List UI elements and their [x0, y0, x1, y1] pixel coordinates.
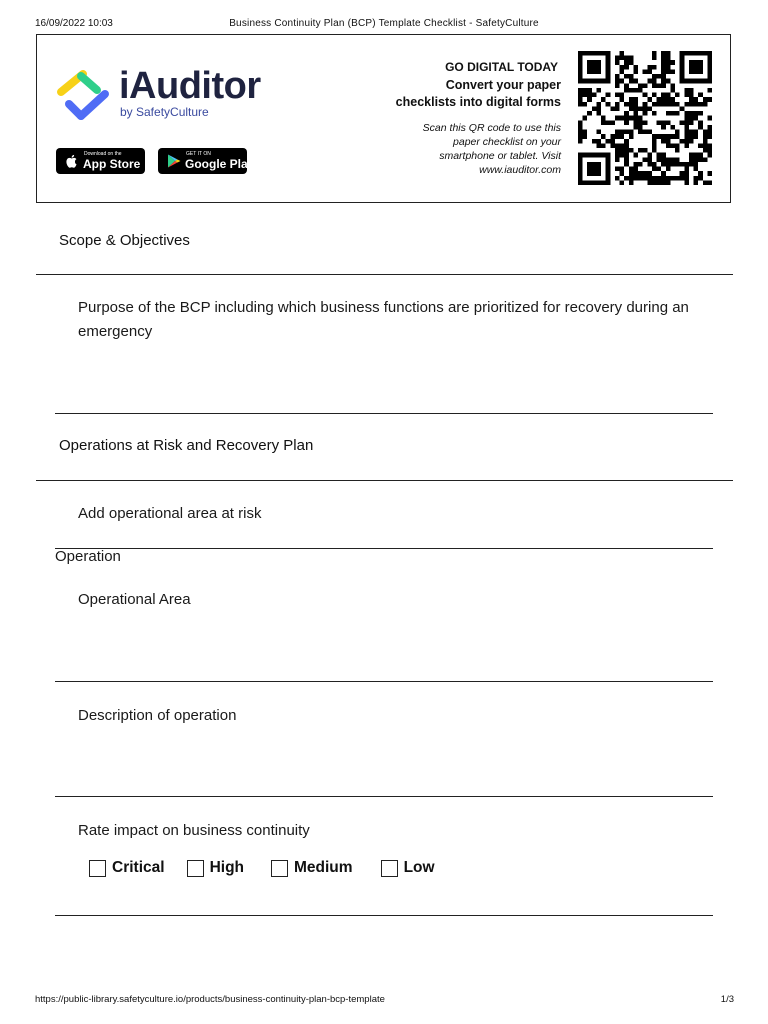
operation-group-label: Operation: [55, 548, 121, 565]
google-play-button[interactable]: [158, 148, 255, 174]
scan-line: Scan this QR code to use this: [422, 122, 561, 134]
checkbox[interactable]: [187, 860, 204, 877]
checkbox[interactable]: [89, 860, 106, 877]
qr-code-icon: [576, 51, 714, 185]
option-low[interactable]: [381, 859, 435, 877]
checklist-item-bcp-purpose: Purpose of the BCP including which business functions are prioritized for recovery during an emergency: [78, 299, 689, 340]
add-operational-area-item: Add operational area at risk: [78, 505, 262, 522]
description-of-operation-field: Description of operation: [78, 707, 237, 724]
operational-area-field: Operational Area: [78, 591, 191, 608]
app-store-small-text: Download on the: [84, 151, 122, 157]
scan-line: smartphone or tablet. Visit: [439, 150, 561, 162]
checkbox[interactable]: [271, 860, 288, 877]
scan-line: paper checklist on your: [453, 136, 561, 148]
app-store-label: App Store: [83, 157, 141, 171]
google-play-label: Google Play: [185, 157, 255, 171]
option-label: High: [209, 859, 244, 876]
iauditor-logo-icon: [55, 68, 111, 124]
item-divider: [55, 413, 713, 414]
print-document-title: Business Continuity Plan (BCP) Template Checklist - SafetyCulture: [229, 18, 539, 29]
item-divider: [55, 915, 713, 916]
footer-source-url: https://public-library.safetyculture.io/products/business-continuity-plan-bcp-template: [35, 994, 385, 1005]
option-critical[interactable]: [89, 859, 165, 877]
google-play-small-text: GET IT ON: [186, 151, 211, 157]
convert-subhead-line: checklists into digital forms: [395, 95, 561, 109]
footer-page-number: 1/3: [720, 994, 734, 1005]
logo-byline: by SafetyCulture: [120, 105, 209, 119]
section-divider: [36, 480, 733, 481]
google-play-icon: [166, 153, 182, 169]
section-title-operations: Operations at Risk and Recovery Plan: [59, 437, 314, 454]
option-medium[interactable]: [271, 859, 353, 877]
option-high[interactable]: [187, 859, 244, 877]
apple-icon: [64, 153, 80, 169]
section-title-scope: Scope & Objectives: [59, 232, 190, 249]
impact-rating-options: [89, 859, 457, 877]
logo-wordmark: iAuditor: [119, 65, 261, 107]
print-datetime: 16/09/2022 10:03: [35, 18, 113, 29]
option-label: Medium: [294, 859, 353, 876]
rate-impact-question: Rate impact on business continuity: [78, 822, 310, 839]
item-divider: [55, 548, 713, 549]
convert-subhead-line: Convert your paper: [445, 78, 561, 92]
scan-instructions: [423, 121, 561, 177]
iauditor-banner: [36, 34, 731, 203]
item-divider: [55, 681, 713, 682]
section-divider: [36, 274, 733, 275]
scan-line: www.iauditor.com: [479, 164, 561, 176]
item-divider: [55, 796, 713, 797]
option-label: Critical: [112, 859, 165, 876]
option-label: Low: [403, 859, 435, 876]
go-digital-headline: GO DIGITAL TODAY: [445, 60, 558, 74]
app-store-button[interactable]: [56, 148, 145, 174]
convert-subhead: [396, 77, 561, 111]
checkbox[interactable]: [381, 860, 398, 877]
